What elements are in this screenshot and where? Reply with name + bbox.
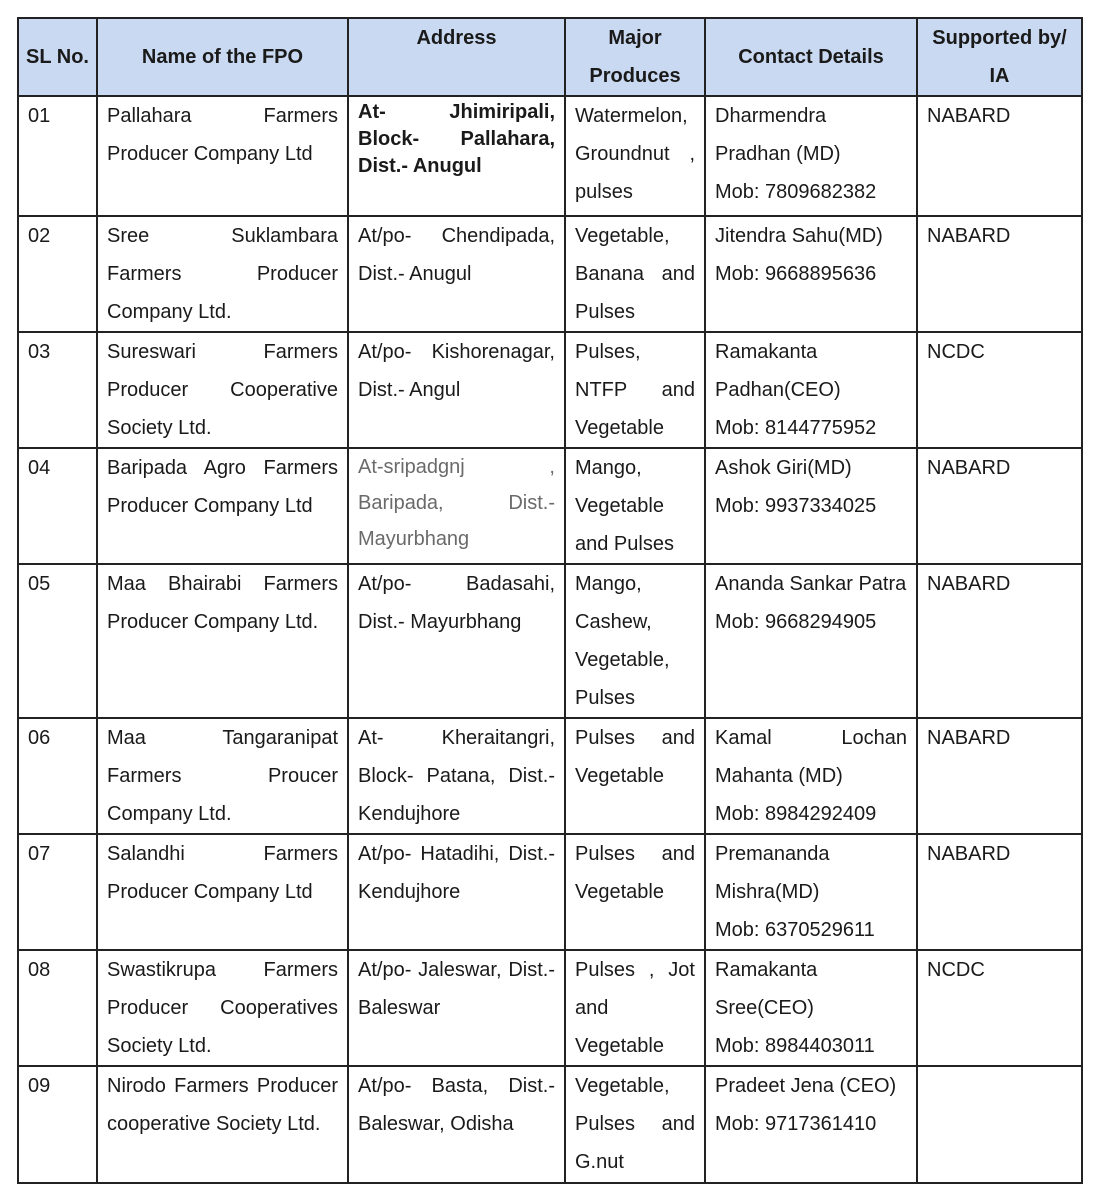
table-row	[18, 332, 1082, 448]
fpo-name-cell: Sureswari Farmers Producer Cooperative Society Ltd.	[97, 332, 348, 448]
produces-cell: Mango, Cashew, Vegetable, Pulses	[565, 564, 705, 718]
table-row	[18, 1066, 1082, 1183]
contact-mobile: Mob: 9668895636	[715, 263, 877, 285]
supported-by-cell: NABARD	[917, 718, 1082, 834]
contact-name: Pradeet Jena (CEO)	[715, 1075, 897, 1097]
sl-no-cell: 08	[18, 950, 97, 1066]
table-row	[18, 564, 1082, 718]
fpo-name-cell: Salandhi Farmers Producer Company Ltd	[97, 834, 348, 950]
supported-by-cell: NABARD	[917, 448, 1082, 564]
contact-cell	[705, 950, 917, 1066]
table-row	[18, 834, 1082, 950]
produces-cell: Pulses , Jot and Vegetable	[565, 950, 705, 1066]
supported-by-cell: NABARD	[917, 216, 1082, 332]
contact-name: Kamal Lochan Mahanta (MD)	[715, 727, 907, 787]
address-cell: At- Kheraitangri, Block- Patana, Dist.- Kendujhore	[348, 718, 565, 834]
produces-cell: Pulses and Vegetable	[565, 834, 705, 950]
fpo-name-cell: Sree Suklambara Farmers Producer Company Ltd.	[97, 216, 348, 332]
sl-no-cell: 07	[18, 834, 97, 950]
address-cell: At/po- Basta, Dist.- Baleswar, Odisha	[348, 1066, 565, 1183]
produces-cell: Pulses, NTFP and Vegetable	[565, 332, 705, 448]
header-address: Address	[348, 18, 565, 96]
contact-cell	[705, 448, 917, 564]
contact-cell	[705, 1066, 917, 1183]
table-row	[18, 718, 1082, 834]
header-sl-no: SL No.	[18, 18, 97, 96]
supported-by-cell: NABARD	[917, 834, 1082, 950]
sl-no-cell: 06	[18, 718, 97, 834]
contact-mobile: Mob: 8984403011	[715, 1035, 875, 1057]
supported-by-cell: NCDC	[917, 950, 1082, 1066]
sl-no-cell: 03	[18, 332, 97, 448]
contact-cell	[705, 216, 917, 332]
table-row	[18, 216, 1082, 332]
contact-mobile: Mob: 7809682382	[715, 181, 877, 203]
produces-cell: Vegetable, Banana and Pulses	[565, 216, 705, 332]
contact-name: Premananda Mishra(MD)	[715, 843, 830, 903]
header-supported-by: Supported by/ IA	[917, 18, 1082, 96]
address-cell: At/po- Kishorenagar, Dist.- Angul	[348, 332, 565, 448]
supported-by-cell: NCDC	[917, 332, 1082, 448]
table-row	[18, 950, 1082, 1066]
contact-mobile: Mob: 9668294905	[715, 611, 877, 633]
fpo-name-cell: Maa Bhairabi Farmers Producer Company Ltd.	[97, 564, 348, 718]
sl-no-cell: 01	[18, 96, 97, 216]
fpo-name-cell: Maa Tangaranipat Farmers Proucer Company Ltd.	[97, 718, 348, 834]
contact-cell	[705, 332, 917, 448]
contact-cell	[705, 718, 917, 834]
produces-cell: Vegetable, Pulses and G.nut	[565, 1066, 705, 1183]
table-row	[18, 448, 1082, 564]
fpo-name-cell: Nirodo Farmers Producer cooperative Society Ltd.	[97, 1066, 348, 1183]
sl-no-cell: 09	[18, 1066, 97, 1183]
contact-name: Dharmendra Pradhan (MD)	[715, 105, 841, 165]
sl-no-cell: 02	[18, 216, 97, 332]
contact-mobile: Mob: 8984292409	[715, 803, 877, 825]
address-cell: At/po- Hatadihi, Dist.- Kendujhore	[348, 834, 565, 950]
produces-cell: Watermelon, Groundnut , pulses	[565, 96, 705, 216]
contact-name: Jitendra Sahu(MD)	[715, 225, 883, 247]
contact-mobile: Mob: 6370529611	[715, 919, 875, 941]
supported-by-cell: NABARD	[917, 96, 1082, 216]
contact-mobile: Mob: 9717361410	[715, 1113, 877, 1135]
header-major-produces: Major Produces	[565, 18, 705, 96]
header-fpo-name: Name of the FPO	[97, 18, 348, 96]
supported-by-cell	[917, 1066, 1082, 1183]
table-row	[18, 96, 1082, 216]
header-row	[18, 18, 1082, 96]
fpo-name-cell: Baripada Agro Farmers Producer Company Ltd	[97, 448, 348, 564]
fpo-table	[17, 17, 1083, 1184]
address-cell: At/po- Jaleswar, Dist.- Baleswar	[348, 950, 565, 1066]
sl-no-cell: 05	[18, 564, 97, 718]
fpo-name-cell: Pallahara Farmers Producer Company Ltd	[97, 96, 348, 216]
contact-mobile: Mob: 8144775952	[715, 417, 877, 439]
contact-cell	[705, 564, 917, 718]
contact-name: Ananda Sankar Patra	[715, 573, 907, 595]
produces-cell: Mango, Vegetable and Pulses	[565, 448, 705, 564]
supported-by-cell: NABARD	[917, 564, 1082, 718]
address-cell: At- Jhimiripali, Block- Pallahara, Dist.- Anugul	[348, 96, 565, 216]
contact-name: Ashok Giri(MD)	[715, 457, 852, 479]
address-cell: At-sripadgnj , Baripada, Dist.- Mayurbhang	[348, 448, 565, 564]
contact-cell	[705, 834, 917, 950]
contact-name: Ramakanta Padhan(CEO)	[715, 341, 841, 401]
contact-cell	[705, 96, 917, 216]
produces-cell: Pulses and Vegetable	[565, 718, 705, 834]
sl-no-cell: 04	[18, 448, 97, 564]
contact-mobile: Mob: 9937334025	[715, 495, 877, 517]
address-cell: At/po- Badasahi, Dist.- Mayurbhang	[348, 564, 565, 718]
header-contact-details: Contact Details	[705, 18, 917, 96]
address-cell: At/po- Chendipada, Dist.- Anugul	[348, 216, 565, 332]
fpo-name-cell: Swastikrupa Farmers Producer Cooperatives Society Ltd.	[97, 950, 348, 1066]
contact-name: Ramakanta Sree(CEO)	[715, 959, 818, 1019]
